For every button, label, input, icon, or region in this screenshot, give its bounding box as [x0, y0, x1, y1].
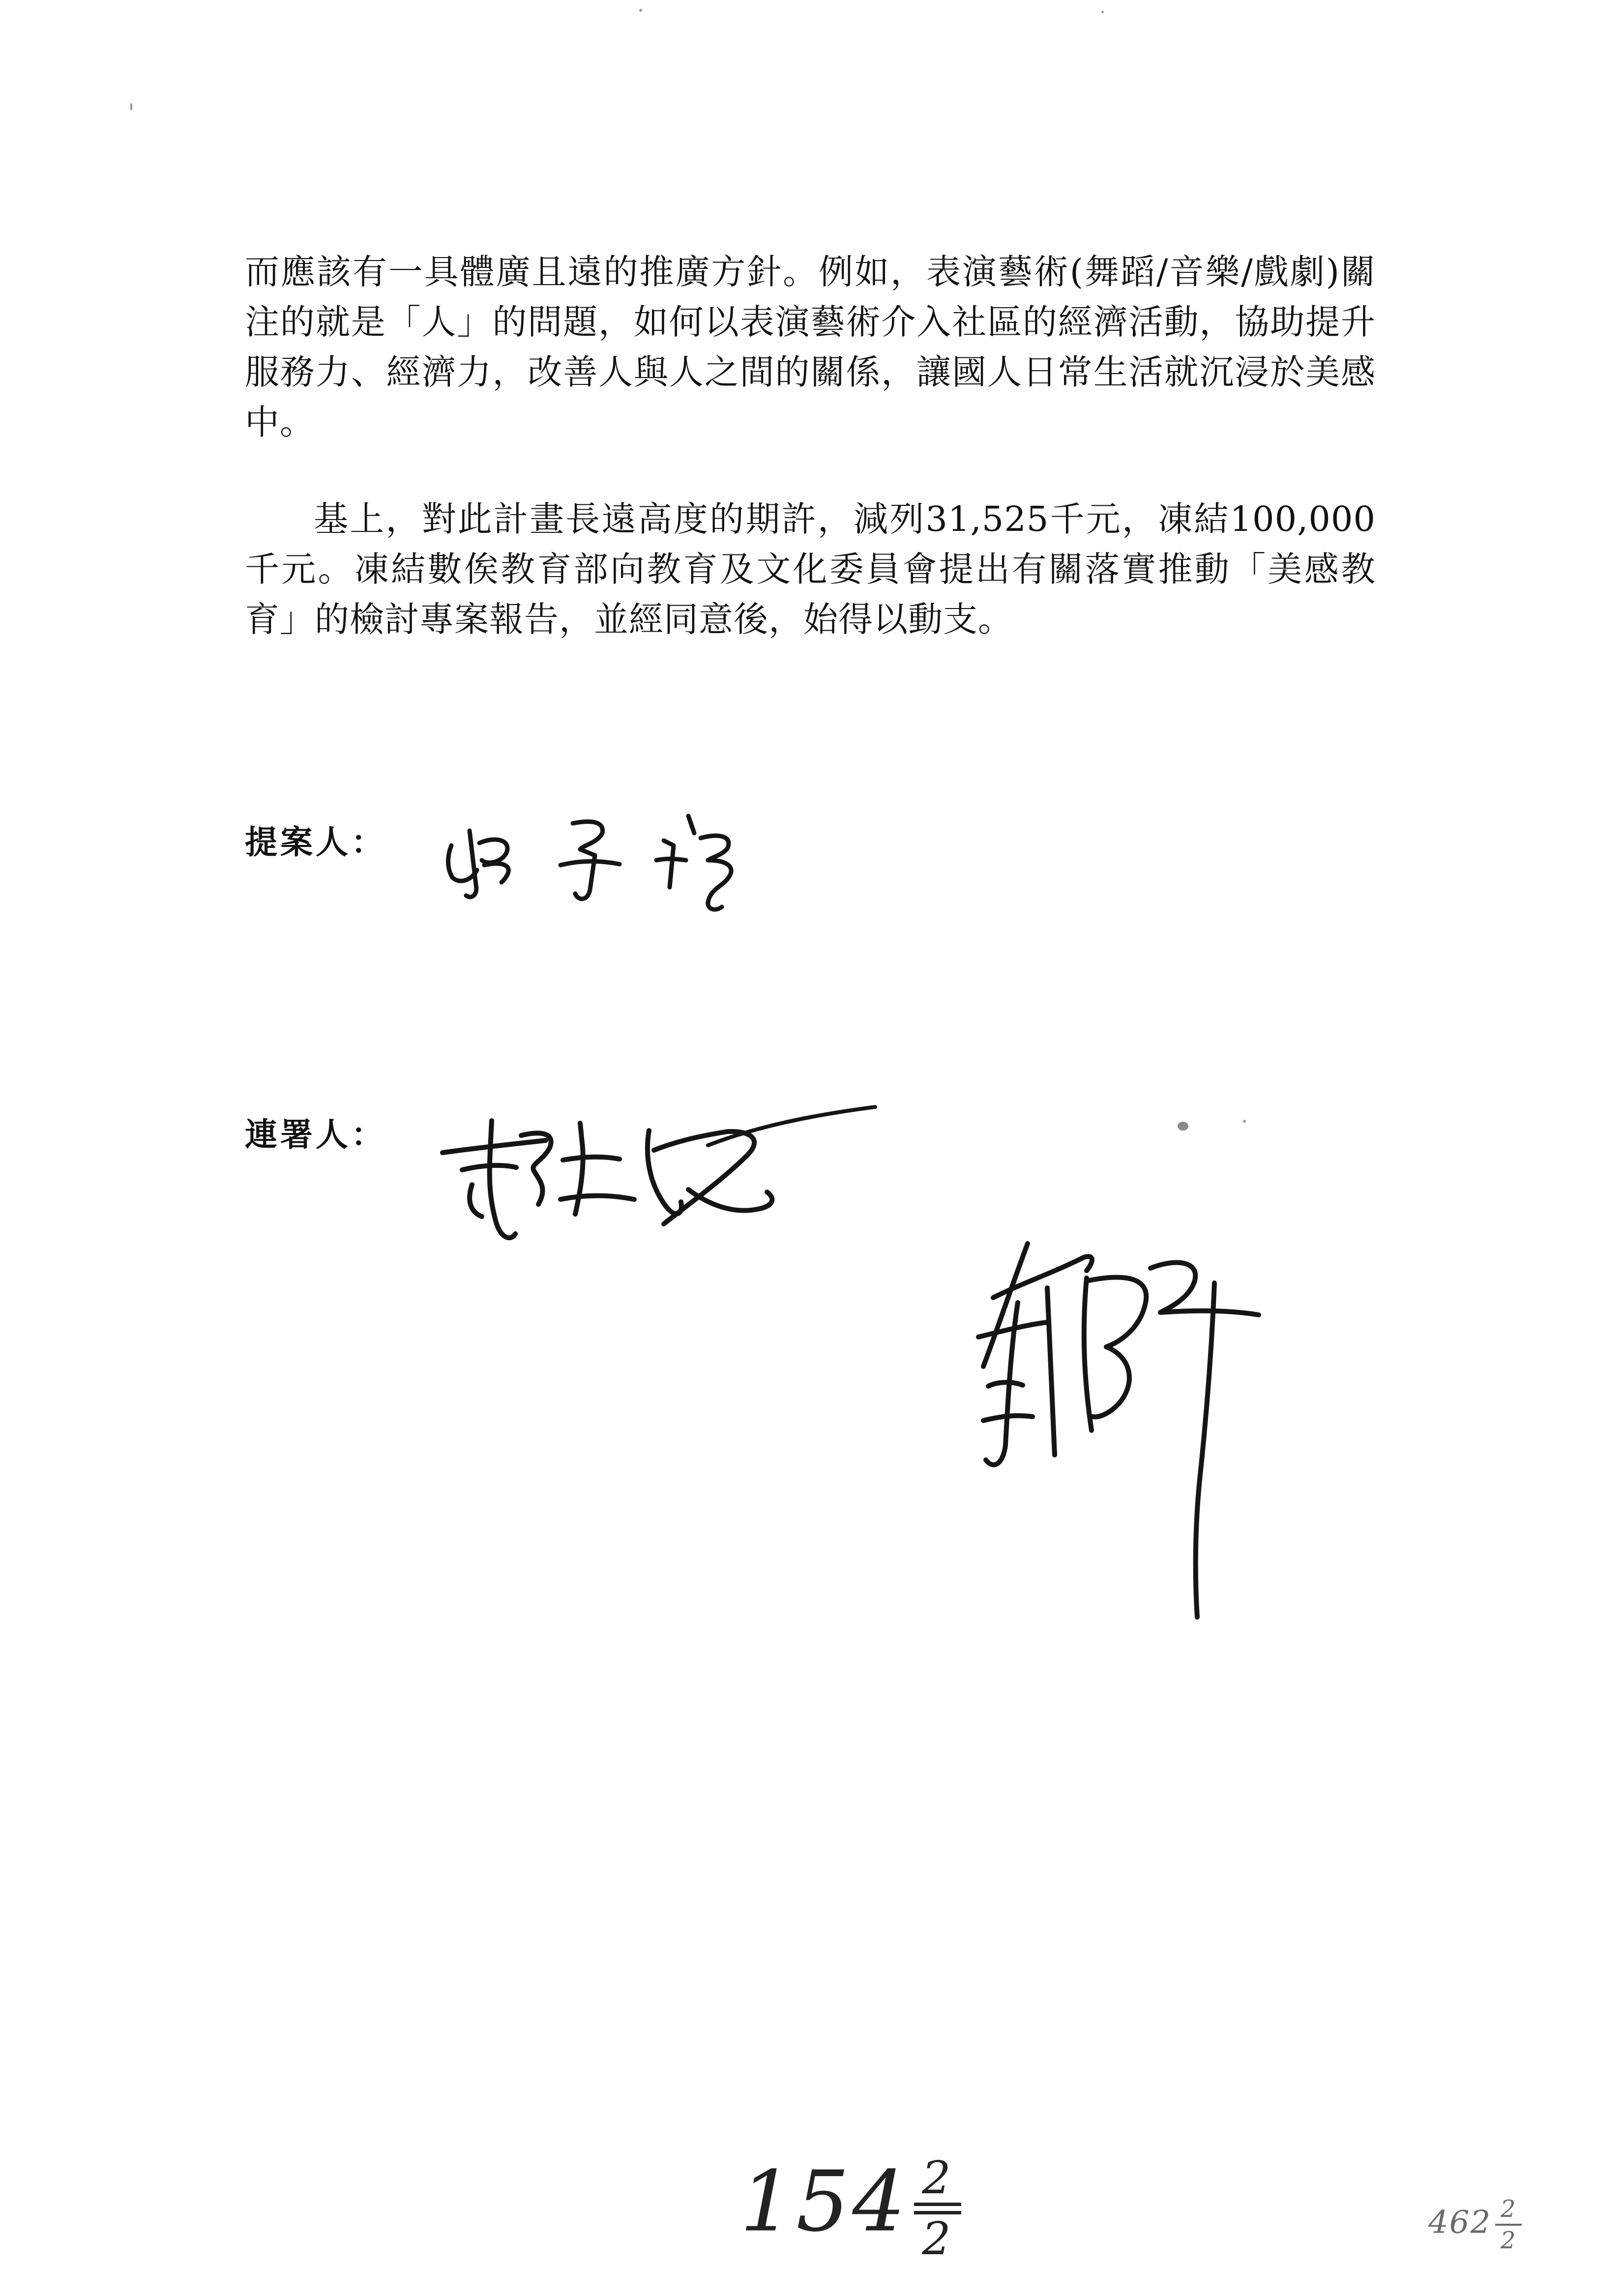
page-number-fraction — [914, 2151, 961, 2265]
scan-speck — [1101, 11, 1104, 13]
cosigner-signature-1 — [433, 1101, 924, 1278]
page-number-denominator: 2 — [922, 2212, 954, 2265]
page-number-numerator: 2 — [922, 2151, 954, 2204]
handwritten-page-number — [740, 2151, 961, 2265]
proposer-label: 提案人： — [245, 823, 386, 861]
scan-speck — [639, 9, 642, 12]
ref-number-fraction — [1495, 2197, 1522, 2252]
page-number-whole: 154 — [740, 2153, 909, 2251]
cosigner-label: 連署人： — [245, 1116, 386, 1154]
proposer-signature — [433, 786, 787, 914]
scan-speck — [1243, 1120, 1246, 1123]
ref-number-numerator: 2 — [1500, 2195, 1517, 2223]
ref-number-whole: 462 — [1428, 2204, 1492, 2241]
cosigner-signature-2 — [964, 1224, 1308, 1627]
paragraph-promotion-policy: 而應該有一具體廣且遠的推廣方針。例如，表演藝術(舞蹈/音樂/戲劇)關注的就是「人」的問題，如何以表演藝術介入社區的經濟活動，協助提升服務力、經濟力，改善人與人之間的關係，讓國人日常生活就沉浸於美感中。 — [245, 252, 1376, 442]
ref-number-denominator: 2 — [1500, 2227, 1517, 2254]
handwritten-reference-number — [1428, 2197, 1522, 2252]
paragraph-budget-resolution: 基上，對此計畫長遠高度的期許，減列31,525千元，凍結100,000千元。凍結數俟教育部向教育及文化委員會提出有關落實推動「美感教育」的檢討專案報告，並經同意後，始得以動支。 — [245, 499, 1376, 639]
scan-speck — [1178, 1122, 1188, 1131]
scan-speck — [130, 103, 132, 110]
